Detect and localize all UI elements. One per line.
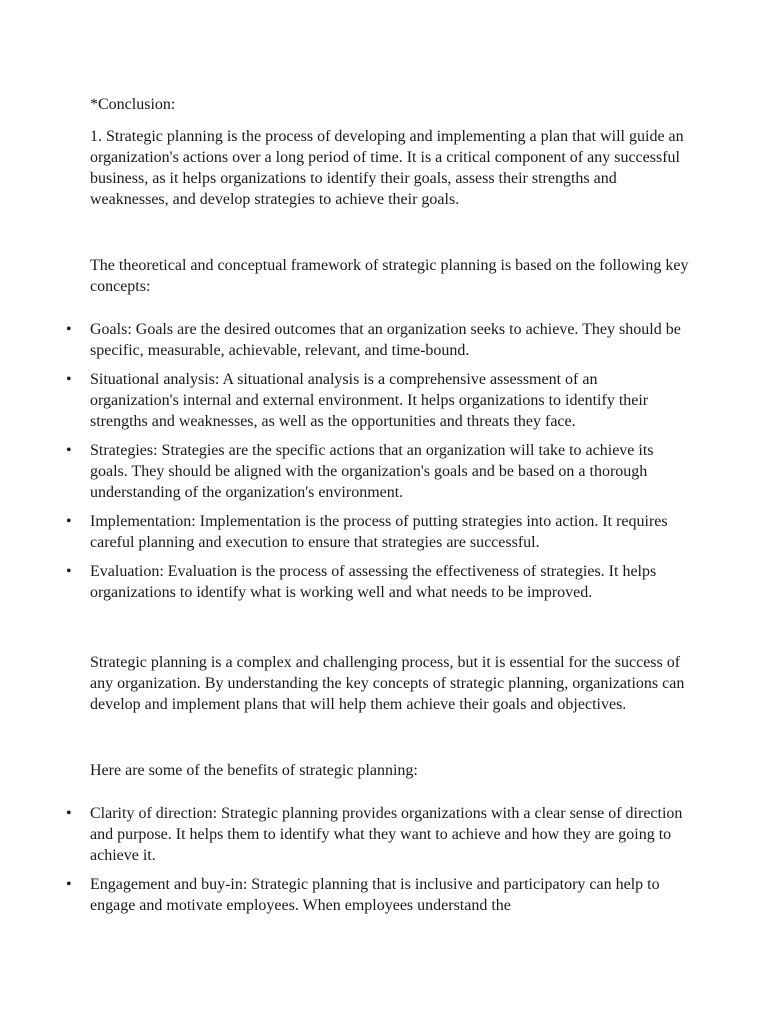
bullet-icon: • [66,876,72,893]
benefits-list [0,803,768,924]
bullet-icon: • [66,805,72,822]
bullet-icon: • [66,371,72,388]
list-item-strategies [0,440,690,503]
framework-paragraph: The theoretical and conceptual framework of strategic planning is based on the following key concepts: [90,257,689,295]
list-item-engagement-and-buy-in [0,874,690,916]
list-item-text: Clarity of direction: Strategic planning provides organizations with a clear sense of direction and purpose. It helps them to identify what they want to achieve and how they are going to achieve it. [90,805,683,864]
bullet-icon: • [66,563,72,580]
key-concepts-list [0,319,768,611]
list-item-clarity-of-direction [0,803,690,866]
bullet-icon: • [66,442,72,459]
list-item-evaluation [0,561,690,603]
bullet-icon: • [66,321,72,338]
list-item-implementation [0,511,690,553]
list-item-goals [0,319,690,361]
list-item-text: Goals: Goals are the desired outcomes that an organization seeks to achieve. They should be specific, measurable, achievable, relevant, and time-bound. [90,321,681,359]
list-item-situational-analysis [0,369,690,432]
summary-paragraph: Strategic planning is a complex and challenging process, but it is essential for the success of any organization. By understanding the key concepts of strategic planning, organizations can develop and implement plans that will help them achieve their goals and objectives. [90,654,685,713]
intro-paragraph: 1. Strategic planning is the process of developing and implementing a plan that will guide an organization's actions over a long period of time. It is a critical component of any successful business, as it helps organizations to identify their goals, assess their strengths and weaknesses, and develop strategies to achieve their goals. [90,128,684,208]
benefits-intro: Here are some of the benefits of strategic planning: [90,762,418,779]
list-item-text: Strategies: Strategies are the specific actions that an organization will take to achieve its goals. They should be aligned with the organization's goals and be based on a thorough understanding of the organization's environment. [90,442,654,501]
list-item-text: Situational analysis: A situational analysis is a comprehensive assessment of an organization's internal and external environment. It helps organizations to identify their strengths and weaknesses, as well as the opportunities and threats they face. [90,371,649,430]
bullet-icon: • [66,513,72,530]
list-item-text: Engagement and buy-in: Strategic planning that is inclusive and participatory can help to engage and motivate employees. When employees understand the [90,876,660,914]
list-item-text: Evaluation: Evaluation is the process of assessing the effectiveness of strategies. It helps organizations to identify what is working well and what needs to be improved. [90,563,657,601]
list-item-text: Implementation: Implementation is the process of putting strategies into action. It requires careful planning and execution to ensure that strategies are successful. [90,513,668,551]
section-heading: *Conclusion: [90,96,176,113]
